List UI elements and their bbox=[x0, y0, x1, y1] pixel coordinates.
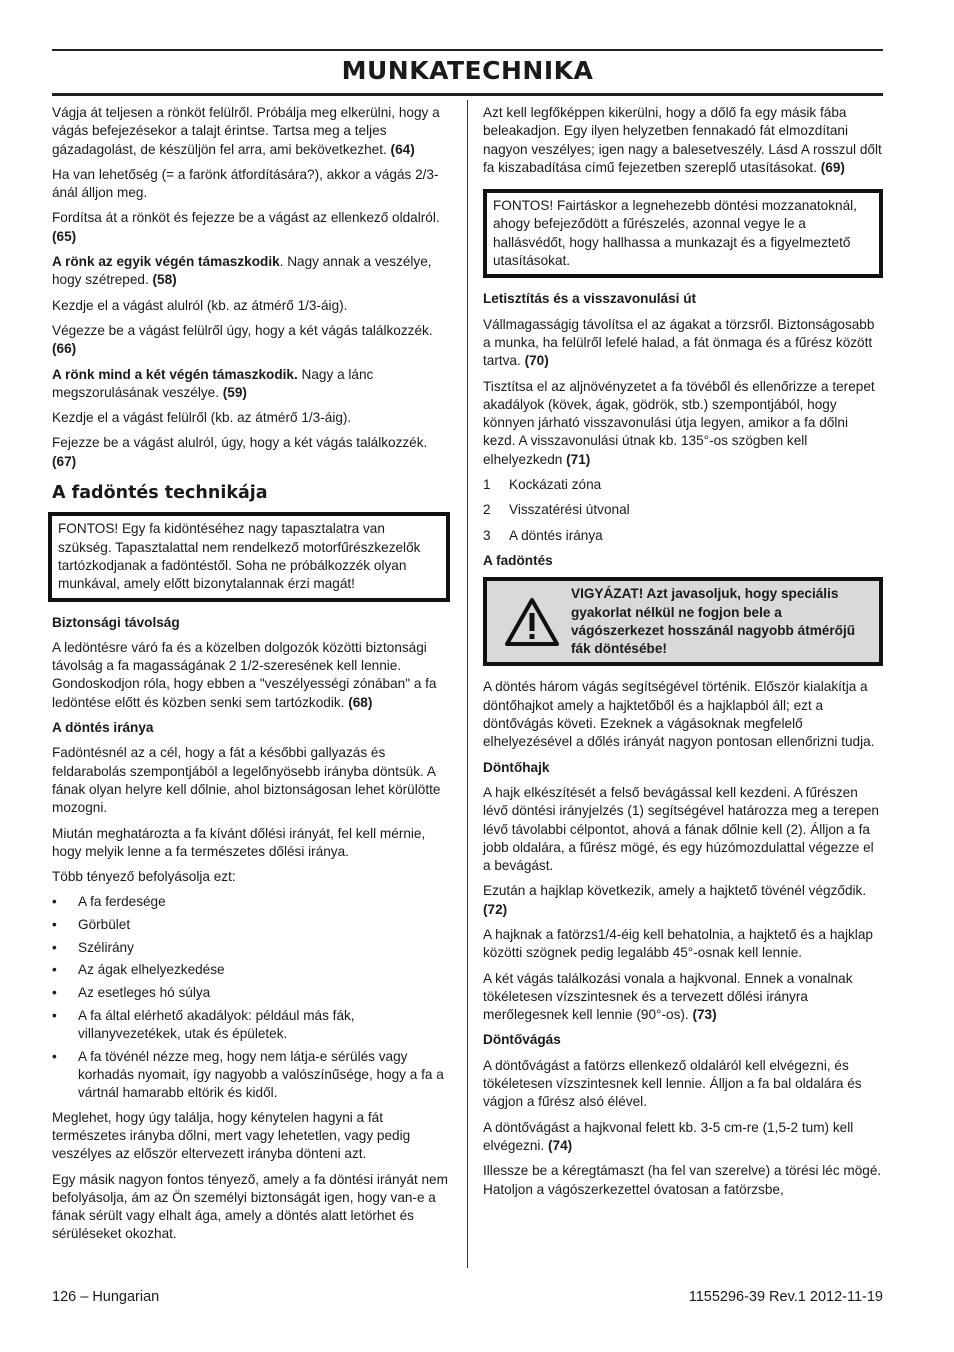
list-item: • A fa ferdesége bbox=[52, 893, 450, 911]
paragraph: A hajknak a fatörzs1/4-éig kell behatolnia, a hajktető és a hajklap közötti szögnek pedig legalább 45°-osnak kell lennie. bbox=[483, 926, 873, 961]
list-item: • Az esetleges hó súlya bbox=[52, 984, 450, 1002]
paragraph: Vágja át teljesen a rönköt felülről. Próbálja meg elkerülni, hogy a vágás befejezésekor a talajt érintse. Tartsa meg a teljes gázadagolást, de készüljön fel arra, ami bekövetkezhet. (64) bbox=[52, 105, 440, 157]
paragraph: Tisztítsa el az aljnövényzetet a fa tövéből és ellenőrizze a terepet akadályok (kövek, ágak, gödrök, stb.) szempontjából, hogy könnyen járható visszavonulási útja legyen, amikor a fa dőlni kezd. A visszavonulási útnak kb. 135°-os szögben kell elhelyezkedn (71) bbox=[483, 378, 875, 467]
paragraph: Egy másik nagyon fontos tényező, amely a fa döntési irányát nem befolyásolja, ám az Ön személyi biztonságát igen, hogy van-e a fának sérült vagy elhalt ága, amely a döntés alatt letörhet és sérüléseket okozhat. bbox=[52, 1171, 448, 1242]
numbered-list bbox=[483, 476, 883, 545]
column-divider bbox=[467, 100, 468, 1268]
page-title: MUNKATECHNIKA bbox=[341, 56, 594, 85]
subheading: Letisztítás és a visszavonulási út bbox=[483, 291, 697, 307]
document-revision: 1155296-39 Rev.1 2012-11-19 bbox=[688, 1289, 883, 1305]
paragraph: A rönk mind a két végén támaszkodik. Nagy a lánc megszorulásának veszélye. (59) bbox=[52, 366, 374, 400]
notice-box: FONTOS! Egy fa kidöntéséhez nagy tapasztalatra van szükség. Tapasztalattal nem rendelkező motorfűrészkezelők tartózkodjanak a fadöntéstől. Soha ne próbálkozzék olyan munkával, amely előtt bizonytalannak érzi magát! bbox=[48, 512, 450, 601]
list-item: 2 Visszatérési útvonal bbox=[483, 502, 630, 518]
paragraph: Fejezze be a vágást alulról, úgy, hogy a két vágás találkozzék. (67) bbox=[52, 435, 428, 469]
paragraph: Miután meghatározta a fa kívánt dőlési irányát, fel kell mérnie, hogy melyik lenne a fa természetes dőlési iránya. bbox=[52, 825, 426, 859]
list-item: • Szélirány bbox=[52, 939, 450, 957]
paragraph: Kezdje el a vágást felülről (kb. az átmérő 1/3-áig). bbox=[52, 410, 352, 426]
title-rule bbox=[52, 93, 883, 96]
paragraph: Ezután a hajklap következik, amely a hajktető tövénél végződik. (72) bbox=[483, 883, 867, 917]
paragraph: Vállmagasságig távolítsa el az ágakat a törzsről. Biztonságosabb a munka, ha felülről lefelé halad, a fát önmaga és a fűrész között tartva. (70) bbox=[483, 316, 875, 369]
subheading: Döntővágás bbox=[483, 1032, 561, 1048]
paragraph: Fadöntésnél az a cél, hogy a fát a későbbi gallyazás és feldarabolás szempontjából a legelőnyösebb irányba döntsük. A fának olyan helyre kell dőlnie, ahol biztonságosan lehet körülötte mozogni. bbox=[52, 745, 441, 816]
paragraph: Fordítsa át a rönköt és fejezze be a vágást az ellenkező oldalról. (65) bbox=[52, 210, 440, 244]
list-item: 3 A döntés iránya bbox=[483, 527, 603, 543]
bullet-list bbox=[52, 893, 450, 1102]
paragraph: A két vágás találkozási vonala a hajkvonal. Ennek a vonalnak tökéletesen vízszintesnek és a tervezett dőlési irányra merőlegesnek kell lennie (90°-os). (73) bbox=[483, 970, 853, 1023]
paragraph: Kezdje el a vágást alulról (kb. az átmérő 1/3-áig). bbox=[52, 297, 348, 313]
paragraph: Végezze be a vágást felülről úgy, hogy a két vágás találkozzék. (66) bbox=[52, 322, 433, 357]
warning-box bbox=[483, 577, 883, 666]
paragraph: Meglehet, hogy úgy találja, hogy kénytelen hagyni a fát természetes irányba dőlni, mert vagy lehetetlen, vagy pedig veszélyes az először eltervezett irányba dönteni azt. bbox=[52, 1109, 411, 1162]
paragraph: Ha van lehetőség (= a farönk átfordítására?), akkor a vágás 2/3-ánál álljon meg. bbox=[52, 166, 439, 201]
subheading: Biztonsági távolság bbox=[52, 614, 180, 630]
paragraph: Illessze be a kéregtámaszt (ha fel van szerelve) a törési léc mögé. Hatoljon a vágószerkezettel óvatosan a fatörzsbe, bbox=[483, 1163, 882, 1197]
list-item: 1 Kockázati zóna bbox=[483, 477, 602, 493]
list-item: • A fa tövénél nézze meg, hogy nem látja-e sérülés vagy korhadás nyomait, így nagyobb a valószínűsége, hogy a fa a vártnál hamarabb eltörik és kidől. bbox=[52, 1048, 450, 1103]
right-column bbox=[483, 104, 883, 1206]
paragraph: A döntővágást a hajkvonal felett kb. 3-5 cm-re (1,5-2 tum) kell elvégezni. (74) bbox=[483, 1119, 854, 1153]
page-number: 126 – Hungarian bbox=[52, 1289, 160, 1305]
list-item: • Az ágak elhelyezkedése bbox=[52, 961, 450, 979]
paragraph: Több tényező befolyásolja ezt: bbox=[52, 869, 236, 885]
paragraph: A döntés három vágás segítségével történik. Először kialakítja a döntőhajkot amely a hajktetőből és a hajklapból áll; ezt a döntővágás követi. Ezeknek a vágásoknak megfelelő elhelyezésével a dőlés irányát nagyon pontosan ellenőrizni tudja. bbox=[483, 679, 875, 750]
warning-triangle-icon bbox=[493, 590, 571, 654]
notice-box: FONTOS! Fairtáskor a legnehezebb döntési mozzanatoknál, ahogy befejeződött a fűrészelés, azonnal vegye le a hallásvédőt, hogy hallhassa a munkazajt és a figyelmeztető utasításokat. bbox=[483, 189, 883, 278]
subheading: A döntés iránya bbox=[52, 720, 154, 736]
section-title: A fadöntés technikája bbox=[52, 483, 268, 504]
paragraph: Azt kell legfőképpen kikerülni, hogy a dőlő fa egy másik fába beleakadjon. Egy ilyen helyzetben fennakadó fát elmozdítani nagyon veszélyes; igen nagy a balesetveszély. Lásd A rosszul dőlt fa kiszabadítása című fejezetben szereplő utasításokat. (69) bbox=[483, 105, 882, 175]
top-rule bbox=[52, 49, 883, 51]
paragraph: A döntővágást a fatörzs ellenkező oldaláról kell elvégezni, és tökéletesen vízszintesnek kell lennie. Álljon a fa bal oldalára és vágjon a fűrész alsó élével. bbox=[483, 1057, 862, 1110]
subheading: Döntőhajk bbox=[483, 759, 550, 775]
warning-text: VIGYÁZAT! Azt javasoljuk, hogy speciális gyakorlat nélkül ne fogjon bele a vágószerkezet hosszánál nagyobb átmérőjű fák döntésébe! bbox=[571, 586, 856, 657]
list-item: • A fa által elérhető akadályok: például más fák, villanyvezetékek, utak és épületek. bbox=[52, 1007, 450, 1044]
list-item: • Görbület bbox=[52, 916, 450, 934]
paragraph: A hajk elkészítését a felső bevágással kell kezdeni. A fűrészen lévő döntési irányjelzés (1) segítségével határozza meg a terepen lévő távolabbi célpontot, ahová a fának dőlnie kell (2). Álljon a fa jobb oldalára, a fűrész mögé, és egy húzómozdulattal végezze el a bevágást. bbox=[483, 784, 879, 874]
subheading: A fadöntés bbox=[483, 552, 553, 568]
paragraph: A rönk az egyik végén támaszkodik. Nagy annak a veszélye, hogy szétreped. (58) bbox=[52, 254, 432, 288]
left-column bbox=[52, 104, 450, 1251]
paragraph: A ledöntésre váró fa és a közelben dolgozók közötti biztonsági távolság a fa magasságának 2 1/2-szeresének kell lennie. Gondoskodjon róla, hogy ebben a "veszélyességi zónában" a fa ledöntése előtt és közben senki sem tartózkodik. (68) bbox=[52, 639, 437, 710]
